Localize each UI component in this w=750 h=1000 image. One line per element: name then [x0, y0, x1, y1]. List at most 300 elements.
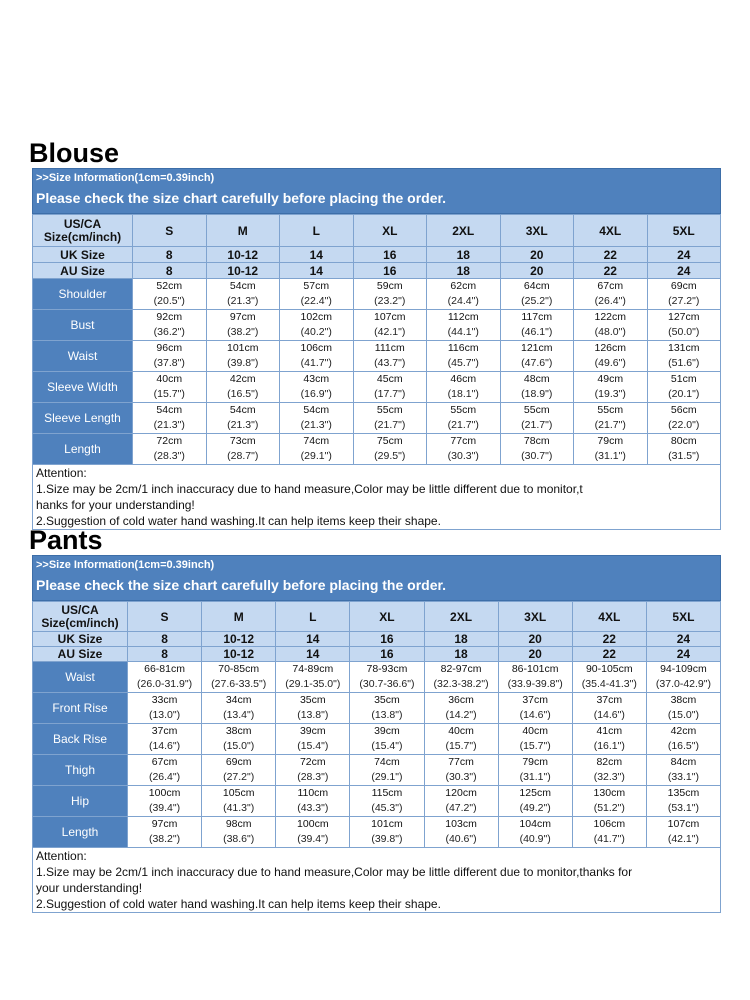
blouse-au-row: [33, 263, 721, 279]
blouse-measure-cell: [353, 279, 427, 310]
inch-value: (43.3"): [297, 802, 329, 814]
blouse-measure-row: [33, 434, 721, 465]
cm-value: 97cm: [229, 311, 256, 323]
inch-value: (16.5"): [227, 388, 259, 400]
inch-value: (14.2"): [445, 709, 477, 721]
pants-measure-cell: [646, 755, 720, 786]
blouse-measure-cell: [133, 341, 207, 372]
cm-value: 57cm: [303, 280, 330, 292]
blouse-size-col: M: [206, 215, 280, 247]
inch-value: (47.2"): [445, 802, 477, 814]
pants-measure-cell: [424, 817, 498, 848]
pants-measure-cell: [128, 724, 202, 755]
cm-value: 40cm: [448, 725, 474, 737]
cm-value: 74cm: [374, 756, 400, 768]
blouse-uk-cell: 22: [574, 247, 648, 263]
blouse-title: Blouse: [29, 138, 120, 168]
pants-attention: [32, 848, 721, 913]
cm-value: 80cm: [670, 435, 697, 447]
blouse-measure-row: [33, 310, 721, 341]
inch-value: (39.4"): [297, 833, 329, 845]
pants-measure-row: [33, 724, 721, 755]
cm-value: 121cm: [520, 342, 553, 354]
cm-value: 104cm: [519, 818, 551, 830]
inch-value: (39.8"): [371, 833, 403, 845]
inch-value: (32.3"): [593, 771, 625, 783]
pants-measure-cell: [276, 755, 350, 786]
pants-measurements: [33, 662, 721, 848]
blouse-measure-cell: [574, 403, 648, 434]
pants-size-col: 3XL: [498, 602, 572, 632]
blouse-au-cell: 14: [280, 263, 354, 279]
cm-value: 96cm: [156, 342, 183, 354]
cm-value: 100cm: [297, 818, 329, 830]
blouse-measure-cell: [647, 434, 721, 465]
cm-value: 86-101cm: [511, 663, 559, 675]
cm-value: 51cm: [670, 373, 697, 385]
blouse-row-label: Sleeve Width: [33, 372, 133, 403]
blouse-info-line1: >>Size Information(1cm=0.39inch): [36, 172, 215, 184]
blouse-measure-cell: [353, 310, 427, 341]
cm-value: 106cm: [593, 818, 626, 830]
pants-measure-cell: [424, 662, 498, 693]
blouse-measure-cell: [574, 310, 648, 341]
pants-size-col: M: [202, 602, 276, 632]
blouse-measure-cell: [133, 310, 207, 341]
inch-value: (27.6-33.5"): [211, 678, 267, 690]
pants-measure-cell: [572, 817, 646, 848]
blouse-corner-label: US/CA Size(cm/inch): [33, 215, 133, 247]
pants-uk-cell: 14: [276, 632, 350, 647]
blouse-measure-row: [33, 403, 721, 434]
pants-measure-cell: [572, 786, 646, 817]
cm-value: 103cm: [445, 818, 477, 830]
pants-measure-cell: [202, 786, 276, 817]
pants-au-cell: 16: [350, 647, 424, 662]
blouse-attention-line: hanks for your understanding!: [36, 498, 195, 512]
inch-value: (28.3"): [297, 771, 329, 783]
inch-value: (38.6"): [223, 833, 255, 845]
cm-value: 125cm: [519, 787, 551, 799]
pants-attention-line: 1.Size may be 2cm/1 inch inaccuracy due to hand measure,Color may be little different due to monitor,thanks for: [36, 865, 633, 879]
inch-value: (36.2"): [153, 326, 185, 338]
inch-value: (20.5"): [153, 295, 185, 307]
cm-value: 40cm: [522, 725, 549, 737]
pants-uk-cell: 18: [424, 632, 498, 647]
pants-uk-label: UK Size: [33, 632, 128, 647]
inch-value: (27.2"): [223, 771, 255, 783]
cm-value: 75cm: [376, 435, 403, 447]
blouse-measure-cell: [280, 341, 354, 372]
pants-uk-cell: 22: [572, 632, 646, 647]
inch-value: (16.9"): [300, 388, 332, 400]
cm-value: 98cm: [225, 818, 252, 830]
cm-value: 101cm: [371, 818, 403, 830]
inch-value: (26.4"): [148, 771, 181, 783]
blouse-measure-row: [33, 279, 721, 310]
pants-measure-cell: [498, 724, 572, 755]
cm-value: 62cm: [450, 280, 477, 292]
blouse-row-label: Bust: [33, 310, 133, 341]
inch-value: (17.7"): [374, 388, 406, 400]
blouse-au-cell: 18: [427, 263, 501, 279]
blouse-measure-cell: [427, 279, 501, 310]
pants-size-col: L: [276, 602, 350, 632]
inch-value: (35.4-41.3"): [581, 678, 637, 690]
blouse-uk-cell: 18: [427, 247, 501, 263]
blouse-measure-cell: [133, 403, 207, 434]
cm-value: 105cm: [222, 787, 255, 799]
pants-size-col: 5XL: [646, 602, 720, 632]
inch-value: (51.6"): [668, 357, 700, 369]
inch-value: (21.7"): [447, 419, 479, 431]
cm-value: 38cm: [225, 725, 252, 737]
pants-measure-cell: [350, 755, 424, 786]
inch-value: (29.1"): [300, 450, 332, 462]
cm-value: 69cm: [225, 756, 252, 768]
pants-measure-cell: [350, 724, 424, 755]
cm-value: 35cm: [299, 694, 326, 706]
cm-value: 74-89cm: [292, 663, 334, 675]
inch-value: (29.1-35.0"): [285, 678, 341, 690]
blouse-measure-cell: [133, 434, 207, 465]
blouse-measure-cell: [206, 279, 280, 310]
inch-value: (48.0"): [594, 326, 626, 338]
cm-value: 67cm: [151, 756, 178, 768]
cm-value: 84cm: [670, 756, 697, 768]
pants-measure-cell: [646, 724, 720, 755]
pants-au-cell: 14: [276, 647, 350, 662]
blouse-size-col: L: [280, 215, 354, 247]
pants-uk-cell: 16: [350, 632, 424, 647]
pants-au-cell: 10-12: [202, 647, 276, 662]
cm-value: 82-97cm: [440, 663, 482, 675]
cm-value: 37cm: [522, 694, 549, 706]
pants-measure-cell: [128, 786, 202, 817]
pants-corner-label: US/CA Size(cm/inch): [33, 602, 128, 632]
pants-au-cell: 22: [572, 647, 646, 662]
cm-value: 54cm: [229, 280, 256, 292]
blouse-measure-cell: [353, 341, 427, 372]
inch-value: (33.9-39.8"): [507, 678, 563, 690]
cm-value: 69cm: [670, 280, 697, 292]
blouse-row-label: Shoulder: [33, 279, 133, 310]
cm-value: 73cm: [229, 435, 256, 447]
blouse-measure-cell: [280, 279, 354, 310]
inch-value: (18.9"): [521, 388, 553, 400]
cm-value: 107cm: [667, 818, 700, 830]
blouse-size-col: 4XL: [574, 215, 648, 247]
cm-value: 42cm: [670, 725, 697, 737]
blouse-attention-line: Attention:: [36, 466, 87, 480]
blouse-size-col: 3XL: [500, 215, 574, 247]
cm-value: 37cm: [596, 694, 623, 706]
inch-value: (24.4"): [447, 295, 479, 307]
cm-value: 67cm: [597, 280, 624, 292]
blouse-row-label: Sleeve Length: [33, 403, 133, 434]
pants-measure-cell: [646, 662, 720, 693]
inch-value: (45.3"): [371, 802, 403, 814]
cm-value: 131cm: [667, 342, 700, 354]
pants-uk-cell: 8: [128, 632, 202, 647]
blouse-attention-line: 2.Suggestion of cold water hand washing.It can help items keep their shape.: [36, 514, 441, 528]
cm-value: 117cm: [521, 311, 553, 323]
inch-value: (21.7"): [594, 419, 626, 431]
cm-value: 78cm: [523, 435, 550, 447]
inch-value: (19.3"): [594, 388, 626, 400]
cm-value: 77cm: [448, 756, 474, 768]
inch-value: (30.7-36.6"): [359, 678, 415, 690]
cm-value: 74cm: [303, 435, 330, 447]
pants-measure-row: [33, 786, 721, 817]
pants-attention-line: your understanding!: [36, 881, 143, 895]
inch-value: (13.0"): [148, 709, 181, 721]
pants-measure-cell: [276, 662, 350, 693]
pants-au-cell: 8: [128, 647, 202, 662]
inch-value: (47.6"): [521, 357, 553, 369]
inch-value: (41.7"): [300, 357, 332, 369]
inch-value: (31.5"): [668, 450, 700, 462]
inch-value: (45.7"): [447, 357, 479, 369]
pants-size-col: 2XL: [424, 602, 498, 632]
inch-value: (15.4"): [297, 740, 329, 752]
pants-attention-line: Attention:: [36, 849, 87, 863]
cm-value: 116cm: [447, 342, 479, 354]
cm-value: 59cm: [376, 280, 403, 292]
blouse-measure-cell: [574, 279, 648, 310]
blouse-measure-cell: [206, 341, 280, 372]
cm-value: 79cm: [522, 756, 549, 768]
cm-value: 101cm: [226, 342, 259, 354]
inch-value: (15.7"): [153, 388, 185, 400]
blouse-attention: [32, 465, 721, 530]
inch-value: (49.2"): [519, 802, 551, 814]
pants-measure-row: [33, 817, 721, 848]
pants-au-cell: 24: [646, 647, 720, 662]
cm-value: 82cm: [596, 756, 623, 768]
inch-value: (25.2"): [521, 295, 553, 307]
blouse-au-cell: 8: [133, 263, 207, 279]
cm-value: 55cm: [376, 404, 403, 416]
blouse-uk-label: UK Size: [33, 247, 133, 263]
blouse-row-label: Waist: [33, 341, 133, 372]
pants-measure-cell: [350, 662, 424, 693]
inch-value: (18.1"): [447, 388, 479, 400]
blouse-uk-cell: 20: [500, 247, 574, 263]
pants-attention-line: 2.Suggestion of cold water hand washing.It can help items keep their shape.: [36, 897, 441, 911]
pants-size-col: 4XL: [572, 602, 646, 632]
blouse-measure-cell: [280, 310, 354, 341]
pants-measure-row: [33, 693, 721, 724]
cm-value: 79cm: [597, 435, 624, 447]
pants-measure-cell: [276, 786, 350, 817]
pants-au-label: AU Size: [33, 647, 128, 662]
blouse-measure-cell: [206, 372, 280, 403]
blouse-info-bar: [32, 168, 721, 214]
cm-value: 92cm: [156, 311, 183, 323]
inch-value: (53.1"): [667, 802, 700, 814]
blouse-measure-cell: [353, 372, 427, 403]
pants-measure-cell: [202, 662, 276, 693]
cm-value: 107cm: [373, 311, 406, 323]
pants-measure-cell: [128, 755, 202, 786]
pants-au-cell: 18: [424, 647, 498, 662]
pants-size-table: [32, 601, 721, 848]
cm-value: 46cm: [450, 373, 477, 385]
cm-value: 130cm: [593, 787, 626, 799]
blouse-measure-cell: [427, 341, 501, 372]
blouse-measure-cell: [353, 434, 427, 465]
blouse-measurements: [33, 279, 721, 465]
blouse-measure-cell: [280, 403, 354, 434]
cm-value: 56cm: [670, 404, 697, 416]
cm-value: 54cm: [229, 404, 256, 416]
inch-value: (41.7"): [593, 833, 625, 845]
cm-value: 52cm: [156, 280, 183, 292]
blouse-au-cell: 20: [500, 263, 574, 279]
cm-value: 115cm: [371, 787, 403, 799]
cm-value: 48cm: [523, 373, 550, 385]
pants-title: Pants: [29, 525, 103, 555]
cm-value: 64cm: [523, 280, 550, 292]
pants-row-label: Waist: [33, 662, 128, 693]
inch-value: (20.1"): [668, 388, 700, 400]
inch-value: (41.3"): [223, 802, 255, 814]
cm-value: 127cm: [667, 311, 700, 323]
cm-value: 41cm: [596, 725, 623, 737]
cm-value: 39cm: [374, 725, 400, 737]
cm-value: 70-85cm: [218, 663, 260, 675]
inch-value: (21.7"): [521, 419, 553, 431]
inch-value: (21.3"): [300, 419, 332, 431]
cm-value: 40cm: [156, 373, 183, 385]
inch-value: (42.1"): [374, 326, 406, 338]
pants-measure-cell: [498, 662, 572, 693]
cm-value: 43cm: [303, 373, 330, 385]
inch-value: (16.5"): [667, 740, 700, 752]
pants-measure-row: [33, 755, 721, 786]
blouse-measure-cell: [427, 434, 501, 465]
pants-size-chart: [32, 555, 721, 913]
cm-value: 112cm: [447, 311, 479, 323]
pants-measure-cell: [202, 755, 276, 786]
cm-value: 55cm: [597, 404, 624, 416]
pants-measure-cell: [498, 755, 572, 786]
pants-measure-cell: [276, 724, 350, 755]
blouse-attention-line: 1.Size may be 2cm/1 inch inaccuracy due to hand measure,Color may be little different due to monitor,t: [36, 482, 583, 496]
pants-size-col: XL: [350, 602, 424, 632]
pants-au-cell: 20: [498, 647, 572, 662]
blouse-size-chart: [32, 168, 721, 530]
pants-measure-cell: [128, 693, 202, 724]
inch-value: (14.6"): [593, 709, 625, 721]
blouse-measure-cell: [500, 434, 574, 465]
blouse-measure-cell: [574, 372, 648, 403]
cm-value: 34cm: [225, 694, 252, 706]
cm-value: 38cm: [670, 694, 697, 706]
pants-measure-cell: [202, 693, 276, 724]
inch-value: (38.2"): [227, 326, 259, 338]
blouse-measure-cell: [647, 310, 721, 341]
cm-value: 39cm: [299, 725, 326, 737]
pants-measure-cell: [424, 755, 498, 786]
blouse-measure-cell: [647, 372, 721, 403]
inch-value: (40.9"): [519, 833, 551, 845]
cm-value: 55cm: [450, 404, 477, 416]
cm-value: 135cm: [667, 787, 700, 799]
blouse-measure-cell: [427, 372, 501, 403]
pants-info-line2: Please check the size chart carefully before placing the order.: [36, 577, 447, 593]
inch-value: (38.2"): [148, 833, 181, 845]
blouse-measure-cell: [647, 341, 721, 372]
blouse-size-header-row: [33, 215, 721, 247]
pants-row-label: Back Rise: [33, 724, 128, 755]
cm-value: 37cm: [151, 725, 178, 737]
pants-row-label: Front Rise: [33, 693, 128, 724]
pants-info-bar: [32, 555, 721, 601]
inch-value: (42.1"): [667, 833, 700, 845]
blouse-size-col: XL: [353, 215, 427, 247]
inch-value: (15.7"): [445, 740, 477, 752]
pants-measure-cell: [276, 817, 350, 848]
inch-value: (28.7"): [227, 450, 259, 462]
blouse-row-label: Length: [33, 434, 133, 465]
inch-value: (21.7"): [374, 419, 406, 431]
inch-value: (39.8"): [227, 357, 259, 369]
pants-info-line1: >>Size Information(1cm=0.39inch): [36, 559, 215, 571]
blouse-measure-row: [33, 372, 721, 403]
inch-value: (32.3-38.2"): [433, 678, 489, 690]
cm-value: 54cm: [303, 404, 330, 416]
blouse-au-label: AU Size: [33, 263, 133, 279]
blouse-measure-cell: [500, 310, 574, 341]
inch-value: (14.6"): [148, 740, 181, 752]
blouse-measure-cell: [574, 341, 648, 372]
inch-value: (31.1"): [594, 450, 626, 462]
blouse-measure-cell: [353, 403, 427, 434]
inch-value: (29.5"): [374, 450, 406, 462]
cm-value: 94-109cm: [660, 663, 707, 675]
cm-value: 106cm: [300, 342, 332, 354]
cm-value: 54cm: [156, 404, 183, 416]
inch-value: (15.0"): [667, 709, 700, 721]
blouse-au-cell: 24: [647, 263, 721, 279]
cm-value: 36cm: [448, 694, 474, 706]
inch-value: (37.0-42.9"): [655, 678, 711, 690]
pants-row-label: Thigh: [33, 755, 128, 786]
pants-measure-cell: [572, 724, 646, 755]
inch-value: (13.8"): [371, 709, 403, 721]
cm-value: 102cm: [300, 311, 332, 323]
cm-value: 55cm: [523, 404, 550, 416]
cm-value: 49cm: [597, 373, 624, 385]
pants-uk-cell: 24: [646, 632, 720, 647]
pants-measure-cell: [202, 817, 276, 848]
pants-row-label: Length: [33, 817, 128, 848]
pants-measure-cell: [424, 724, 498, 755]
blouse-measure-cell: [206, 403, 280, 434]
inch-value: (15.0"): [223, 740, 255, 752]
inch-value: (29.1"): [371, 771, 403, 783]
pants-measure-cell: [128, 662, 202, 693]
pants-measure-cell: [646, 693, 720, 724]
blouse-measure-row: [33, 341, 721, 372]
pants-measure-cell: [424, 786, 498, 817]
blouse-size-col: 5XL: [647, 215, 721, 247]
cm-value: 78-93cm: [366, 663, 408, 675]
pants-uk-row: [33, 632, 721, 647]
blouse-measure-cell: [133, 279, 207, 310]
